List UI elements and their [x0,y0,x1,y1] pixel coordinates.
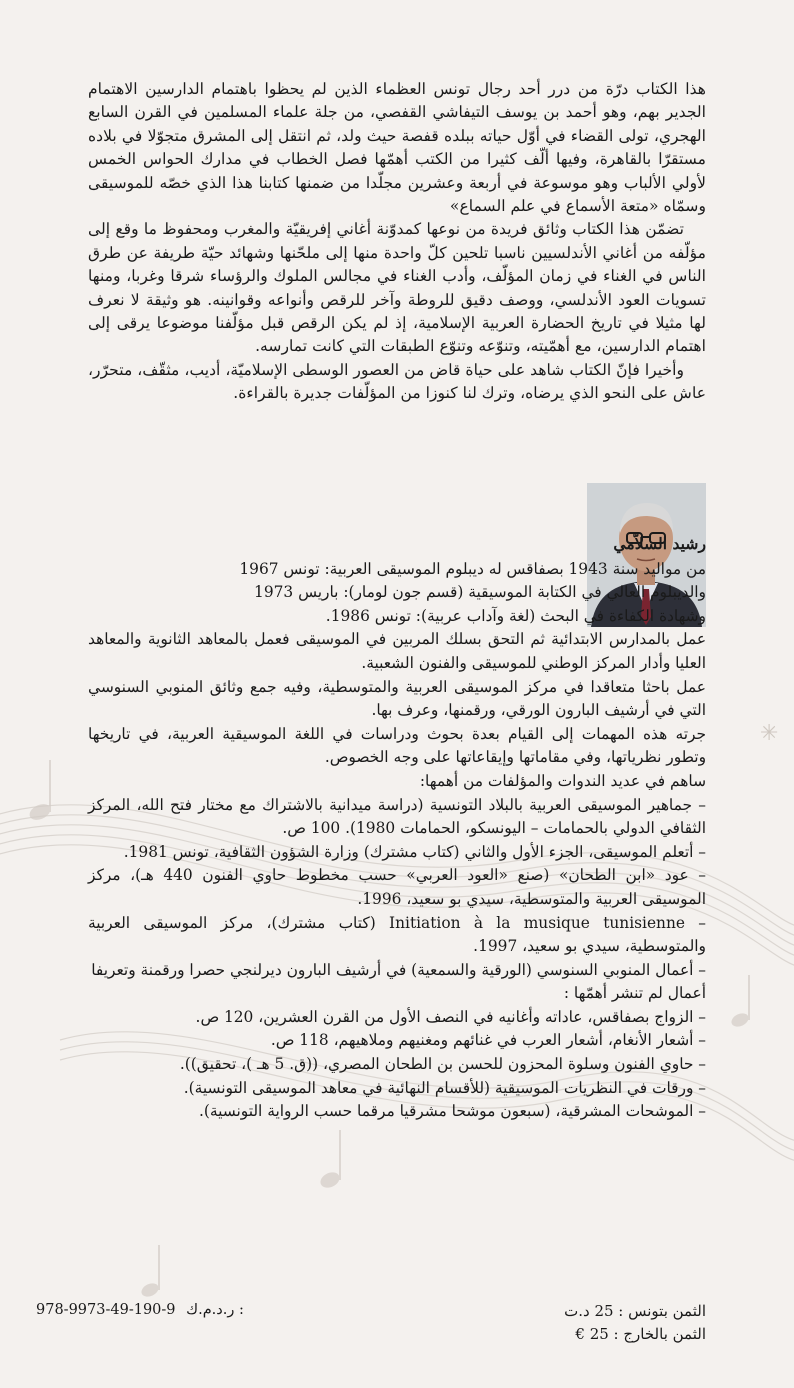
planned-heading: أعمال لم تنشر أهمّها : [563,984,706,1003]
price-info [564,1300,706,1346]
list-item: – أعمال المنوبي السنوسي (الورقية والسمعية) في أرشيف البارون ديرلنجي حصرا ورقمنة وتعريفا [91,960,706,979]
works-heading: ساهم في عديد الندوات والمؤلفات من أهمها: [419,771,706,790]
author-biography [88,532,706,1124]
planned-works-list [88,1006,706,1124]
svg-text:✳: ✳ [760,721,779,746]
book-description [88,78,706,406]
author-name: رشيد السلاّمي [613,534,706,553]
bio-line: والديبلوم العالي في الكتابة الموسيقية (قسم جون لومار): باريس 1973 [254,583,706,602]
intro-paragraph: وأخيرا فإنّ الكتاب شاهد على حياة قاض من العصور الوسطى الإسلاميّة، أديب، مثقّف، متحرّر، عاش على النحو الذي يرضاه، وترك لنا كنوزا من المؤلّفات جديرة بالقراءة. [88,360,706,403]
intro-paragraph: تضمّن هذا الكتاب وثائق فريدة من نوعها كمدوّنة أغاني إفريقيّة والمغرب ومحفوظ ما وقع إلى مؤلّفه من أغاني الأندلسيين ناسبا تلحين كلّ واحدة منها إلى ملحّنها وشهائد حيّة طريفة عن طرق الناس في الغناء في زمان المؤلّف، وأدب الغناء في مجالس الملوك والرؤساء شرقا وغربا، ومنها تسويات العود الأندلسي، ووصف دقيق للروطة وآخر للرقص وأنواعه وقوانينه. هو وثيقة لا نعرف لها مثيلا في تاريخ الحضارة العربية الإسلامية، إذ لم يكن الرقص قبل مؤلّفنا موضوعا يرقى إلى اهتمام الدارسين، مع أهمّيته، وتنوّعه وتنوّع الطبقات التي كانت تمارسه. [88,220,707,356]
bio-line: من مواليد سنة 1943 بصفاقس له ديبلوم الموسيقى العربية: تونس 1967 [239,559,706,578]
price-tunisia: الثمن بتونس : 25 د.ت [564,1302,706,1320]
bio-paragraph: عمل بالمدارس الابتدائية ثم التحق بسلك المربين في الموسيقى فعمل بالمعاهد الثانوية والمعاهد العليا وأدار المركز الوطني للموسيقى والفنون الشعبية. [88,630,706,672]
list-item: – حاوي الفنون وسلوة المحزون للحسن بن الطحان المصري، ((ق. 5 هـ )، تحقيق)). [179,1055,706,1074]
isbn-label: ر.د.م.ك : [186,1302,244,1318]
list-item: – أتعلم الموسيقى، الجزء الأول والثاني (كتاب مشترك) وزارة الشؤون الثقافية، تونس 1981. [123,842,706,861]
isbn-number: 978-9973-49-190-9 [36,1302,176,1318]
author-intro [218,532,706,628]
price-abroad: الثمن بالخارج : 25 € [575,1325,706,1343]
bio-paragraph: عمل باحثا متعاقدا في مركز الموسيقى العربية والمتوسطية، وفيه جمع وثائق المنوبي السنوسي التي في أرشيف البارون الورقي، ورقمنها، وعرف بها. [88,677,706,720]
intro-paragraph: هذا الكتاب درّة من درر أحد رجال تونس العظماء الذين لم يحظوا باهتمام الدارسين الاهتمام الجدير بهم، وهو أحمد بن يوسف التيفاشي القفصي، من جلة علماء المسلمين في القرن السابع الهجري، تولى القضاء في أوّل حياته ببلده قفصة حيث ولد، ثم انتقل إلى المشرق متجوّلا في بلاده مستقرّا بالقاهرة، وفيها ألّف كثيرا من الكتب أهمّها فصل الخطاب في مدارك الحواس الخمس لأولي الألباب وهو موسوعة في أربعة وعشرين مجلّدا من ضمنها كتابنا هذا الذي خصّه للموسيقى وسمّاه «متعة الأسماع في علم السماع» [88,80,706,216]
isbn [36,1302,244,1318]
list-item: – جماهير الموسيقى العربية بالبلاد التونسية (دراسة ميدانية بالاشتراك مع مختار فتح الله، المركز الثقافي الدولي بالحمامات – اليونسكو، الحمامات 1980). 100 ص. [88,795,706,838]
list-item: – ورقات في النظريات الموسيقية (للأقسام النهائية في معاهد الموسيقى التونسية). [183,1078,706,1097]
list-item: – الموشحات المشرقية، (سبعون موشحا مشرقيا مرقما حسب الرواية التونسية). [198,1102,706,1121]
works-list [88,794,706,983]
list-item: – الزواج بصفاقس، عاداته وأغانيه في النصف الأول من القرن العشرين، 120 ص. [195,1007,706,1026]
bio-line: وشهادة الكفاءة في البحث (لغة وآداب عربية): تونس 1986. [325,606,706,625]
list-item: – عود «ابن الطحان» (صنع «العود العربي» حسب مخطوط حاوي الفنون 440 هـ)، مركز الموسيقى العربية والمتوسطية، سيدي بو سعيد، 1996. [88,866,706,908]
bio-paragraph: جرته هذه المهمات إلى القيام بعدة بحوث ودراسات في اللغة الموسيقية العربية، في تاريخها وتطور نظرياتها، وفي مقاماتها وإيقاعاتها على وجه الخصوص. [88,724,706,767]
list-item: – Initiation à la musique tunisienne (كتاب مشترك)، مركز الموسيقى العربية والمتوسطية، سيدي بو سعيد، 1997. [88,913,706,956]
list-item: – أشعار الأنغام، أشعار العرب في غنائهم ومغنيهم وملاهيهم، 118 ص. [270,1031,706,1050]
